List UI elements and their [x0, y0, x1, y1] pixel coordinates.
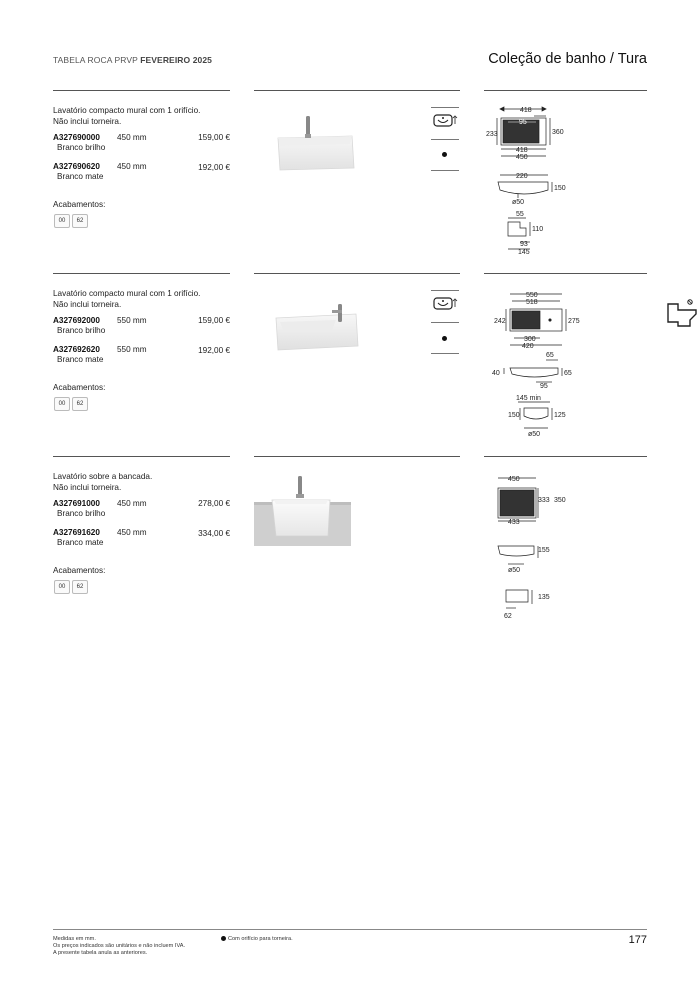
description-line: Não inclui torneira. — [53, 482, 122, 492]
description-line: Não inclui torneira. — [53, 299, 122, 309]
product-price: 278,00 € — [198, 499, 230, 508]
technical-drawing — [488, 468, 588, 628]
product-code: A327691620 — [53, 528, 100, 537]
product-finish: Branco brilho — [57, 509, 106, 518]
catalog-header-date: FEVEREIRO 2025 — [140, 55, 213, 65]
product-size: 550 mm — [117, 345, 147, 354]
product-code: A327692620 — [53, 345, 100, 354]
icon-divider — [431, 322, 459, 323]
page-number: 177 — [628, 934, 647, 946]
technical-drawing — [488, 282, 588, 442]
dim-label: 145 — [518, 249, 530, 256]
footer-legend: Com orifício para torneira. — [228, 936, 293, 942]
section-divider — [53, 90, 230, 91]
product-description — [53, 472, 152, 493]
product-price: 192,00 € — [198, 163, 230, 172]
technical-drawing — [486, 100, 580, 260]
section-divider — [254, 456, 460, 457]
dim-label: 110 — [532, 226, 544, 233]
dim-label: 450 — [508, 476, 520, 483]
product-price: 334,00 € — [198, 529, 230, 538]
basin-wall-icon — [433, 113, 459, 129]
icon-divider — [431, 139, 459, 140]
page-title: Coleção de banho / Tura — [488, 51, 647, 67]
product-finish: Branco brilho — [57, 143, 106, 152]
product-code: A327690620 — [53, 162, 100, 171]
dim-label: ø50 — [512, 199, 525, 206]
product-photo-wall-basin — [272, 300, 362, 358]
product-finish: Branco mate — [57, 538, 104, 547]
product-size: 450 mm — [117, 528, 147, 537]
dim-label: 125 — [554, 412, 566, 419]
dim-label: 220 — [516, 173, 528, 180]
dim-label: ø50 — [508, 567, 521, 574]
finish-chip: 62 — [72, 580, 88, 594]
dim-label: 350 — [554, 497, 566, 504]
dim-label: 150 — [508, 412, 520, 419]
icon-divider — [431, 107, 459, 108]
toilet-icon — [664, 296, 700, 332]
dim-label: 93 — [520, 241, 528, 248]
section-divider — [53, 273, 230, 274]
finish-chip: 00 — [54, 397, 70, 411]
footer-notes — [53, 936, 185, 958]
dim-label: 300 — [524, 336, 536, 343]
section-divider — [484, 273, 647, 274]
section-divider — [484, 456, 647, 457]
finishes-label: Acabamentos: — [53, 383, 106, 392]
dim-label: 40 — [492, 370, 500, 377]
dim-label: 145 min — [516, 395, 541, 402]
dim-label: 420 — [522, 343, 534, 350]
basin-wall-icon — [433, 296, 459, 312]
catalog-header-prefix: TABELA ROCA PRVP — [53, 55, 138, 65]
product-description — [53, 289, 200, 310]
tap-hole-dot-icon — [442, 152, 447, 157]
footer-note: A presente tabela anula as anteriores. — [53, 950, 148, 957]
description-line: Lavatório sobre a bancada. — [53, 472, 153, 481]
finish-chip: 00 — [54, 580, 70, 594]
dim-label: 450 — [516, 154, 528, 161]
icon-divider — [431, 353, 459, 354]
product-size: 450 mm — [117, 162, 147, 171]
product-price: 159,00 € — [198, 133, 230, 142]
tap-hole-dot-icon — [442, 336, 447, 341]
section-divider — [254, 90, 460, 91]
dim-label: 135 — [538, 594, 550, 601]
footer-note: Os preços indicados são unitários e não incluem IVA. — [53, 943, 186, 950]
product-size: 450 mm — [117, 499, 147, 508]
product-price: 159,00 € — [198, 316, 230, 325]
product-code: A327690000 — [53, 133, 100, 142]
product-code: A327691000 — [53, 499, 100, 508]
section-divider — [53, 456, 230, 457]
catalog-header — [53, 55, 212, 65]
dim-label: 418 — [520, 107, 532, 114]
product-finish: Branco brilho — [57, 326, 106, 335]
finish-chip: 00 — [54, 214, 70, 228]
product-photo-wall-basin — [270, 110, 360, 175]
description-line: Lavatório compacto mural com 1 orifício. — [53, 106, 201, 115]
product-finish: Branco mate — [57, 172, 104, 181]
section-divider — [484, 90, 647, 91]
footer-divider — [53, 929, 647, 930]
product-photo-countertop-basin — [254, 474, 351, 546]
dim-label: 55 — [516, 211, 524, 218]
product-description — [53, 106, 200, 127]
dim-label: 242 — [494, 318, 506, 325]
dim-label: 65 — [546, 352, 554, 359]
dim-label: 275 — [568, 318, 580, 325]
dim-label: 518 — [526, 299, 538, 306]
product-size: 450 mm — [117, 133, 147, 142]
dim-label: 65 — [564, 370, 572, 377]
finish-chip: 62 — [72, 397, 88, 411]
description-line: Lavatório compacto mural com 1 orifício. — [53, 289, 201, 298]
product-code: A327692000 — [53, 316, 100, 325]
finishes-label: Acabamentos: — [53, 566, 106, 575]
section-divider — [254, 273, 460, 274]
dim-label: 62 — [504, 613, 512, 620]
product-finish: Branco mate — [57, 355, 104, 364]
finishes-label: Acabamentos: — [53, 200, 106, 209]
dim-label: 333 — [538, 497, 550, 504]
finish-chip: 62 — [72, 214, 88, 228]
footer-note: Medidas em mm. — [53, 936, 96, 942]
product-price: 192,00 € — [198, 346, 230, 355]
dim-label: 155 — [538, 547, 550, 554]
dim-label: 550 — [526, 292, 538, 299]
product-size: 550 mm — [117, 316, 147, 325]
tap-hole-dot-icon — [221, 936, 226, 941]
dim-label: 233 — [486, 131, 498, 138]
dim-label: 150 — [554, 185, 566, 192]
dim-label: 360 — [552, 129, 564, 136]
dim-label: ø50 — [528, 431, 541, 438]
description-line: Não inclui torneira. — [53, 116, 122, 126]
dim-label: 95 — [519, 119, 527, 126]
dim-label: 95 — [540, 383, 548, 390]
dim-label: 433 — [508, 519, 520, 526]
dim-label: 418 — [516, 147, 528, 154]
icon-divider — [431, 290, 459, 291]
icon-divider — [431, 170, 459, 171]
